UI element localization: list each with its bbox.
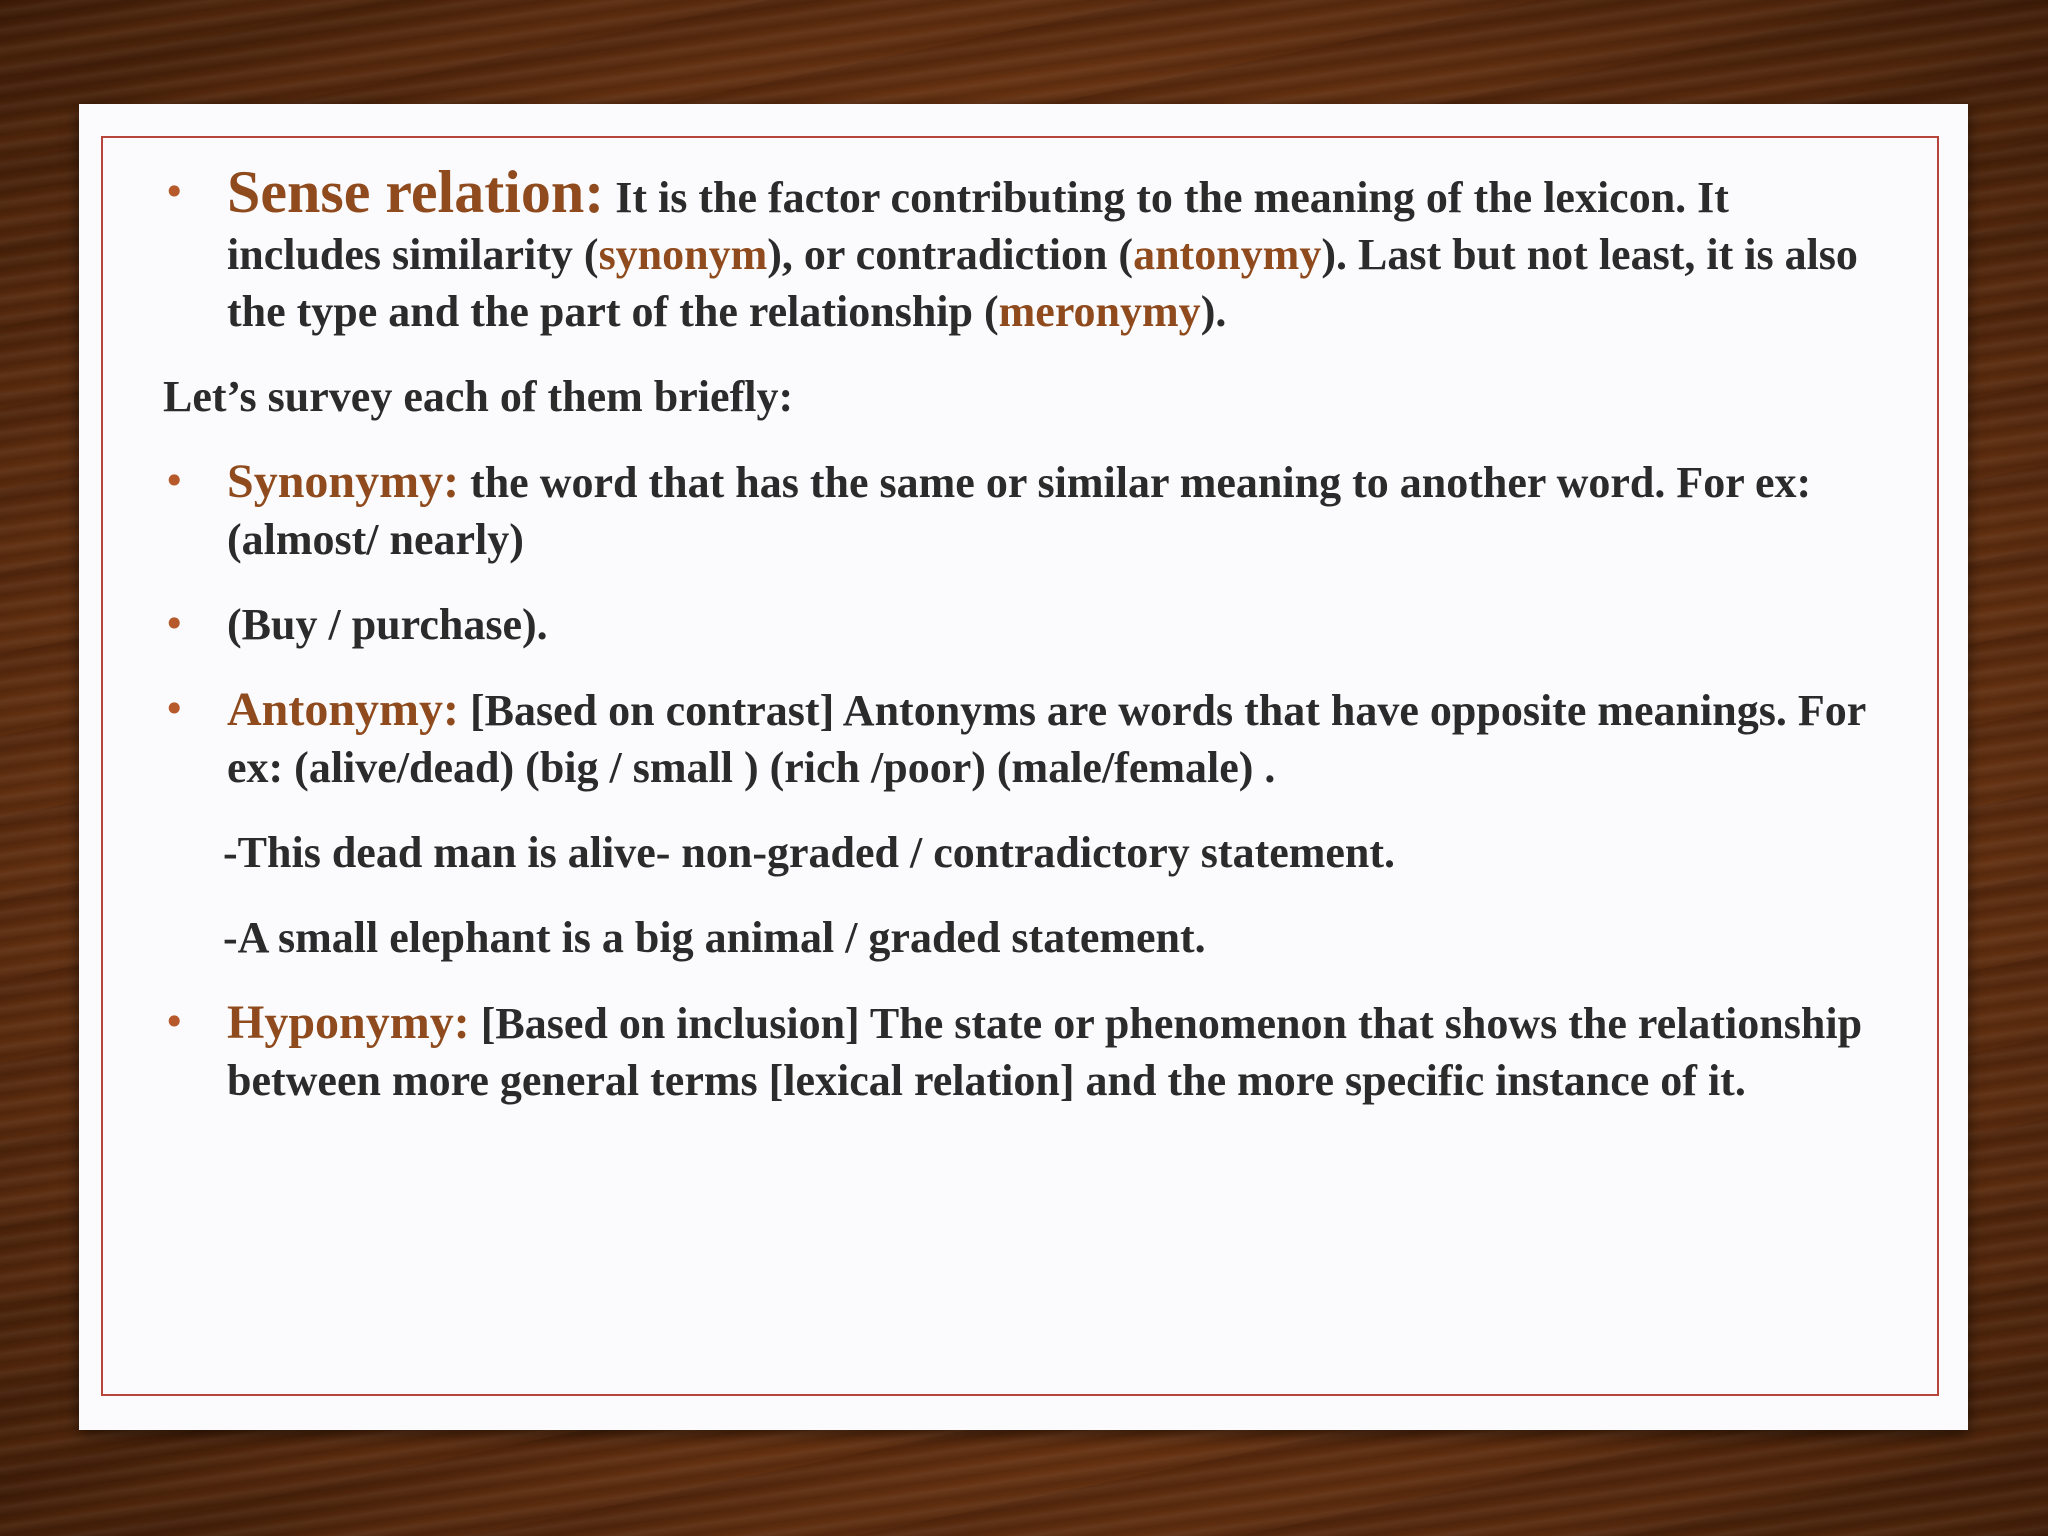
- term-synonymy: Synonymy:: [227, 455, 460, 508]
- accent-synonym: synonym: [598, 230, 768, 279]
- bullet-sense-relation: [163, 159, 1883, 340]
- sense-relation-text-3: ). Last but not least, it is also the type and the part of the relationship (: [227, 230, 1858, 336]
- bullet-synonymy: [163, 453, 1883, 568]
- antonymy-text: [Based on contrast] Antonyms are words that have opposite meanings. For ex: (alive/dead) (big / small ) (rich /poor) (male/female) .: [227, 686, 1866, 792]
- bullet-icon: •: [163, 1000, 186, 1044]
- term-sense-relation: Sense relation:: [227, 159, 605, 225]
- buy-purchase-text: (Buy / purchase).: [227, 600, 548, 649]
- accent-antonymy: antonymy: [1133, 230, 1322, 279]
- example-line-1: -This dead man is alive- non-graded / contradictory statement.: [223, 828, 1396, 877]
- sense-relation-text-2: ), or contradiction (: [767, 230, 1134, 279]
- hyponymy-text: [Based on inclusion] The state or phenomenon that shows the relationship between more general terms [lexical relation] and the more specific instance of it.: [227, 999, 1863, 1105]
- bullet-icon: •: [163, 170, 186, 214]
- slide-content: [163, 159, 1883, 1109]
- bullet-icon: •: [163, 459, 186, 503]
- example-line-2: -A small elephant is a big animal / graded statement.: [223, 913, 1206, 962]
- slide-card: [79, 104, 1968, 1430]
- synonymy-text: the word that has the same or similar meaning to another word. For ex: (almost/ nearly): [227, 458, 1812, 564]
- bullet-icon: •: [163, 687, 186, 731]
- bullet-hyponymy: [163, 994, 1883, 1109]
- bullet-buy-purchase: [163, 596, 1883, 653]
- sense-relation-text-4: ).: [1200, 287, 1227, 336]
- bullet-antonymy: [163, 681, 1883, 796]
- bullet-icon: •: [163, 602, 186, 646]
- sense-relation-text-1: It is the factor contributing to the meaning of the lexicon. It includes similarity (: [227, 173, 1729, 279]
- intro-line: Let’s survey each of them briefly:: [163, 372, 794, 421]
- accent-meronymy: meronymy: [998, 287, 1201, 336]
- term-antonymy: Antonymy:: [227, 683, 460, 736]
- term-hyponymy: Hyponymy:: [227, 996, 470, 1049]
